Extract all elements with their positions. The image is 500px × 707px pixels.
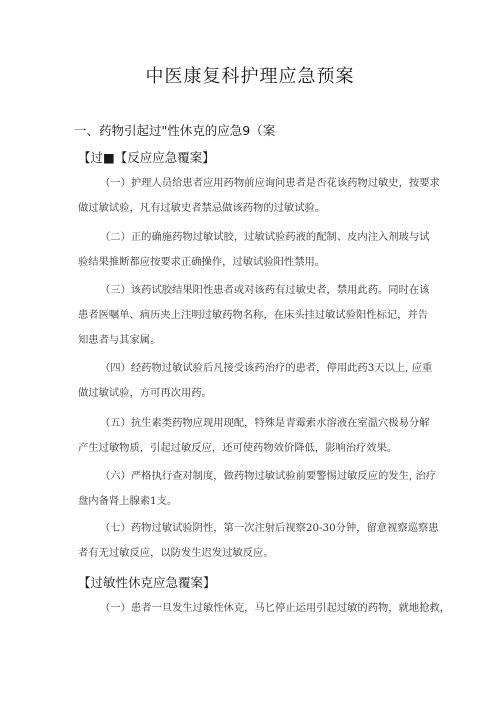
paragraph-line: 做过敏试验，方可再次用药。 — [78, 387, 212, 399]
paragraph-7 — [78, 516, 439, 566]
paragraph-line: （一）护理人员给患者应用药物前应询问患者是否花该药物过敏史，按要求 — [100, 177, 440, 189]
paragraph-line: 知患者与其家属。 — [78, 334, 161, 346]
paragraph-line: （四）经药物过敏试验后凡接受该药治疗的患者，停用此药3天以上, 应重 — [100, 362, 433, 374]
subheading-anaphylactic-shock: 【过敏性休克应急覆案】 — [78, 575, 216, 590]
paragraph-5 — [78, 411, 428, 461]
subheading-allergy-reaction: 【过■【反应应急覆案】 — [78, 150, 215, 165]
paragraph-3 — [78, 278, 428, 353]
paragraph-line: （三）该药试胶结果阳性患者或对该药有过敏史者，禁用此药。同时在该 — [100, 284, 430, 296]
paragraph-line: 盘内备肾上腺素1支。 — [78, 495, 178, 507]
paragraph-6 — [78, 464, 437, 514]
paragraph-line: （五）抗生素类药物应现用现配，特殊是青霉索水溶液在室温穴极易分解 — [100, 417, 430, 429]
document-title: 中医康复科护理应急预案 — [145, 66, 355, 87]
paragraph-line: （七）药物过敏试验阴性，第一次注射后视察20-30分钟，留意视察巡察患 — [100, 522, 439, 534]
section-heading: 一、药物引起过"性休克的应急9（案 — [74, 123, 276, 138]
paragraph-line: 做过敏试验，凡有过敏史者禁忌做该药物的过敏试验。 — [78, 202, 326, 214]
paragraph-line: 产生过敏物质，引起过敏反应，还可使药物效价降低，影响治疗效果。 — [78, 442, 398, 454]
paragraph-2 — [78, 225, 428, 275]
paragraph-line: （一）患者一旦发生过敏性休克，马匕停止运用引起过敏的药物，就地抢救， — [100, 602, 451, 614]
paragraph-8 — [78, 596, 451, 621]
paragraph-line: 患者医嘱单、病历夹上注明过敏药物名称，在床头挂过敏试验阳性标记，并告 — [78, 309, 429, 321]
paragraph-line: 者有无过敏反应，以防发生迟发过敏反应。 — [78, 547, 274, 559]
paragraph-line: （二）正的确施药物过敏试胶，过敏试验药液的配制、皮内注入剂玻与试 — [100, 231, 430, 243]
paragraph-4 — [78, 356, 433, 406]
paragraph-line: 验结果推断都应按要求正确操作，过敏试验阳性禁用。 — [78, 256, 326, 268]
paragraph-1 — [78, 171, 440, 221]
paragraph-line: （六）严格执行查对制度，做药物过敏试验前要警惕过敏反应的发生, 治疗 — [100, 470, 437, 482]
